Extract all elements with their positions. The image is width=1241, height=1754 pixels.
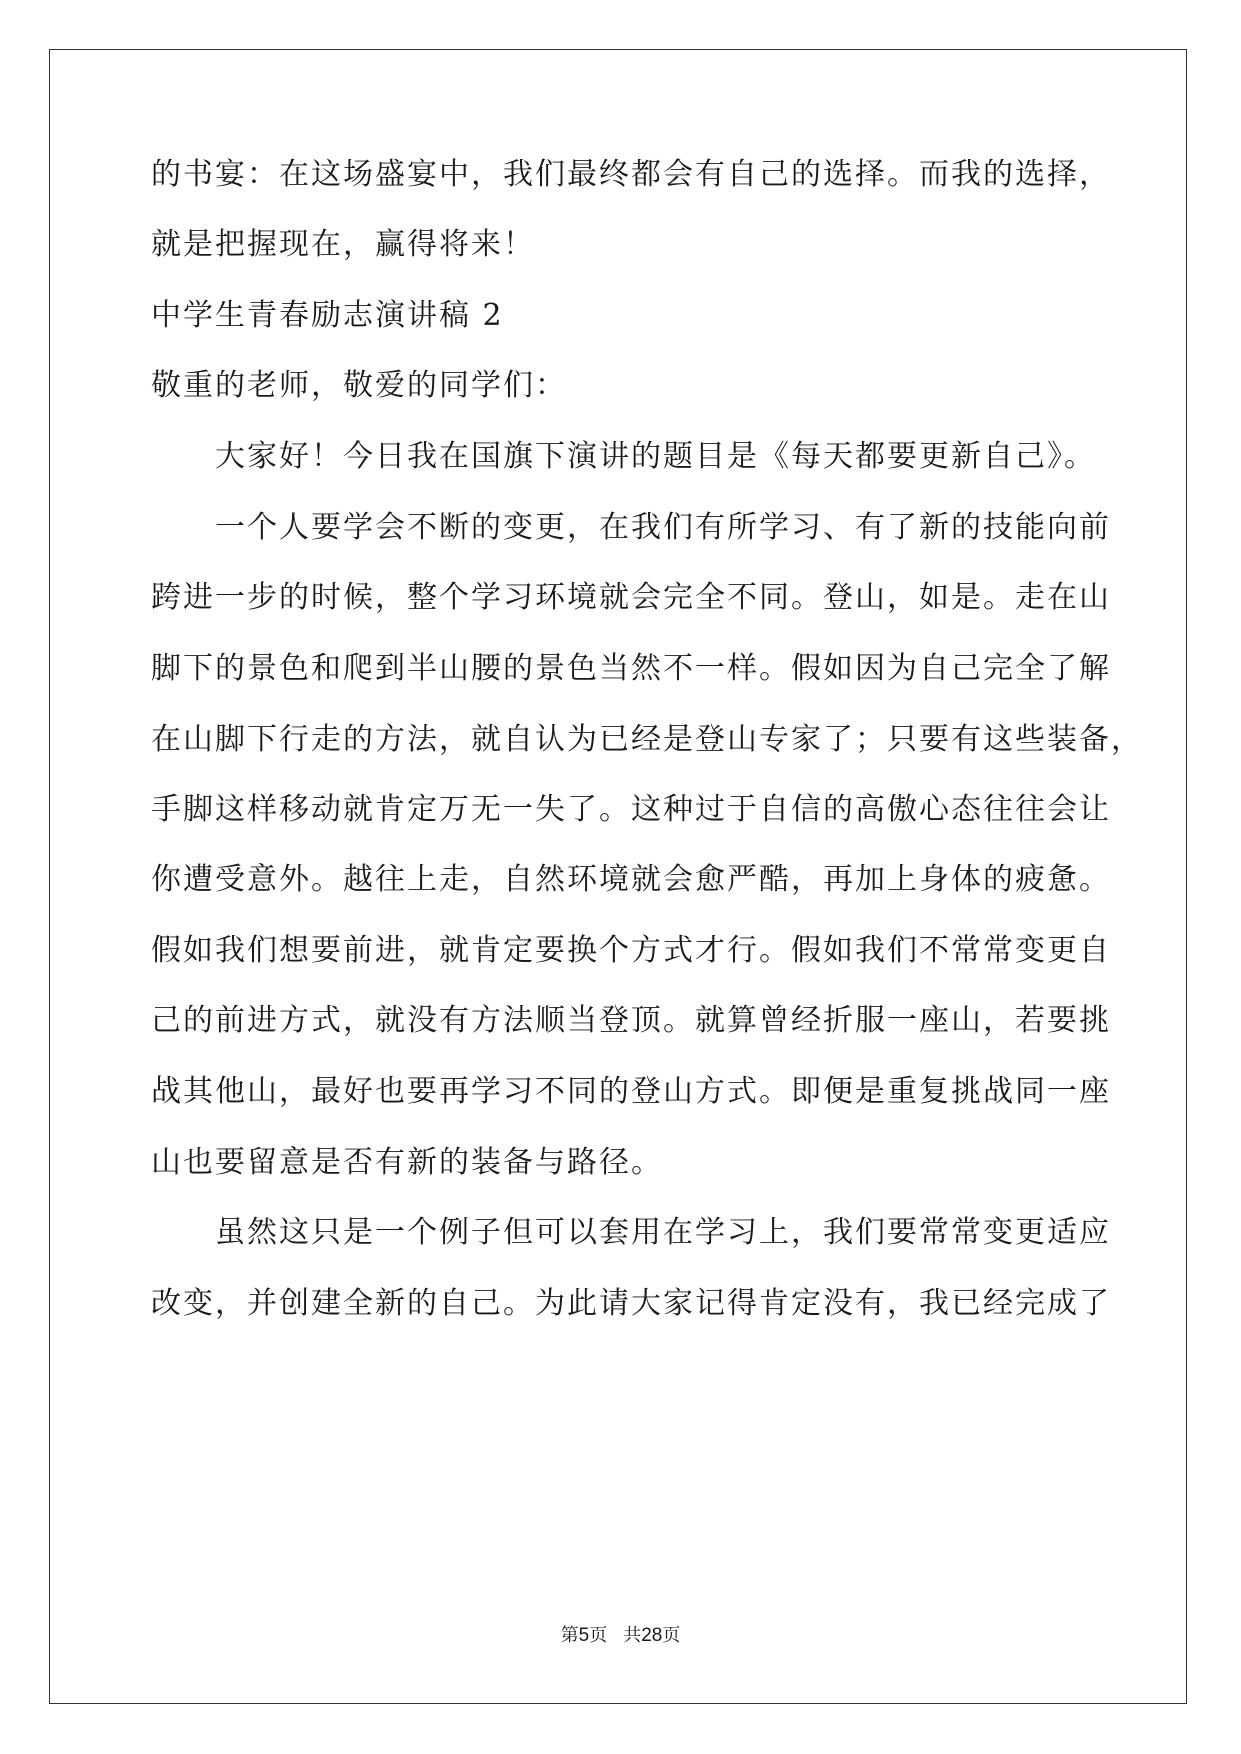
salutation: 敬重的老师，敬爱的同学们： xyxy=(151,368,567,403)
text-line-14: 战其他山，最好也要再学习不同的登山方式。即便是重复挑战同一座 xyxy=(151,1074,1111,1109)
page-number: 5 xyxy=(578,1625,590,1646)
total-pages: 28 xyxy=(641,1625,663,1646)
page-suffix: 页 xyxy=(589,1625,608,1646)
total-prefix: 共 xyxy=(623,1625,642,1646)
text-line-7: 跨进一步的时候，整个学习环境就会完全不同。登山，如是。走在山 xyxy=(151,580,1111,615)
page-prefix: 第 xyxy=(560,1625,579,1646)
text-line-5: 大家好！今日我在国旗下演讲的题目是《每天都要更新自己》。 xyxy=(215,439,1096,474)
text-line-11: 你遭受意外。越往上走，自然环境就会愈严酷，再加上身体的疲惫。 xyxy=(151,862,1111,897)
text-line-1: 的书宴：在这场盛宴中，我们最终都会有自己的选择。而我的选择， xyxy=(151,157,1111,192)
text-line-16: 虽然这只是一个例子但可以套用在学习上，我们要常常变更适应 xyxy=(215,1215,1111,1250)
text-line-2: 就是把握现在，赢得将来！ xyxy=(151,227,535,262)
page-footer xyxy=(0,1624,1241,1648)
text-line-15: 山也要留意是否有新的装备与路径。 xyxy=(151,1145,663,1180)
text-line-12: 假如我们想要前进，就肯定要换个方式才行。假如我们不常常变更自 xyxy=(151,933,1111,968)
section-heading: 中学生青春励志演讲稿 2 xyxy=(151,298,504,333)
total-suffix: 页 xyxy=(662,1625,681,1646)
text-line-10: 手脚这样移动就肯定万无一失了。这种过于自信的高傲心态往往会让 xyxy=(151,792,1111,827)
text-line-9: 在山脚下行走的方法，就自认为已经是登山专家了；只要有这些装备， xyxy=(151,722,1143,757)
text-line-13: 己的前进方式，就没有方法顺当登顶。就算曾经折服一座山，若要挑 xyxy=(151,1003,1111,1038)
text-line-8: 脚下的景色和爬到半山腰的景色当然不一样。假如因为自己完全了解 xyxy=(151,651,1111,686)
text-line-17: 改变，并创建全新的自己。为此请大家记得肯定没有，我已经完成了 xyxy=(151,1286,1111,1321)
text-line-6: 一个人要学会不断的变更，在我们有所学习、有了新的技能向前 xyxy=(215,510,1111,545)
